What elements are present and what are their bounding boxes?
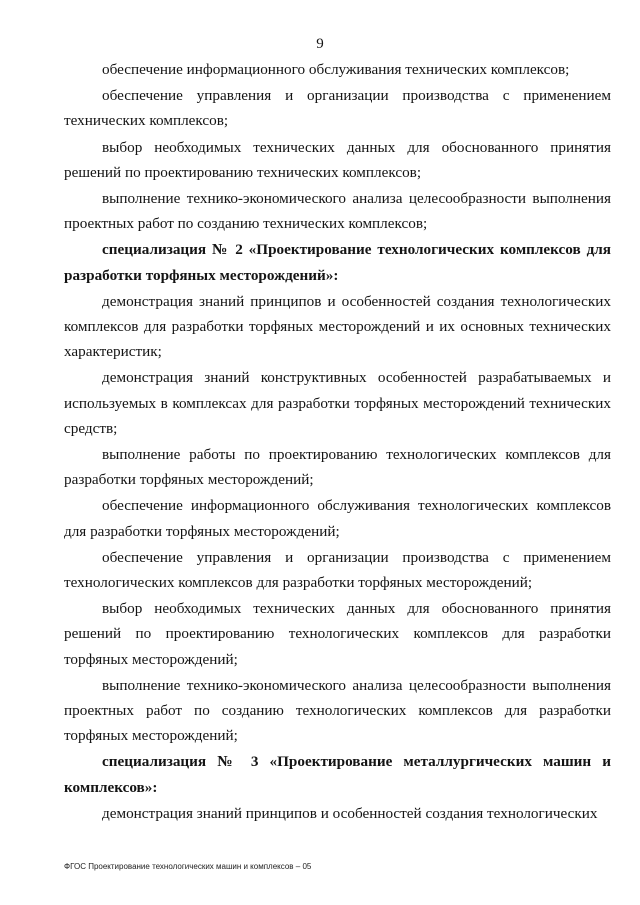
paragraph: обеспечение управления и организации производства с применением технологических комплексов для разработки торфяных месторождений; (64, 548, 611, 592)
paragraph: выполнение работы по проектированию технологических комплексов для разработки торфяных месторождений; (64, 446, 611, 489)
page-number: 9 (316, 36, 324, 52)
paragraph: выполнение технико-экономического анализа целесообразности выполнения проектных работ по созданию технических комплексов; (64, 190, 611, 233)
paragraph: демонстрация знаний принципов и особенностей создания технологических комплексов для разработки торфяных месторождений и их основных технических характеристик; (64, 292, 611, 361)
section-heading-specialization-3: специализация № 3 «Проектирование металлургических машин и комплексов»: (64, 753, 611, 796)
paragraph: выбор необходимых технических данных для обоснованного принятия решений по проектированию технологических комплексов для разработки торфяных месторождений; (64, 600, 611, 668)
document-body (64, 57, 611, 826)
paragraph: выполнение технико-экономического анализа целесообразности выполнения проектных работ по созданию технологических комплексов для разработки торфяных месторождений; (64, 676, 611, 745)
paragraph: обеспечение управления и организации производства с применением технических комплексов; (64, 87, 611, 130)
paragraph: обеспечение информационного обслуживания технологических комплексов для разработки торфяных месторождений; (64, 497, 611, 540)
paragraph: выбор необходимых технических данных для обоснованного принятия решений по проектированию технических комплексов; (64, 138, 611, 181)
section-heading-specialization-2: специализация № 2 «Проектирование технологических комплексов для разработки торфяных месторождений»: (64, 241, 611, 284)
paragraph: обеспечение информационного обслуживания технических комплексов; (102, 61, 570, 78)
paragraph: демонстрация знаний принципов и особенностей создания технологических (102, 804, 598, 822)
page-footer: ФГОС Проектирование технологических машин и комплексов – 05 (64, 862, 312, 871)
paragraph: демонстрация знаний конструктивных особенностей разрабатываемых и используемых в комплексах для разработки торфяных месторождений технических средств; (64, 369, 611, 437)
